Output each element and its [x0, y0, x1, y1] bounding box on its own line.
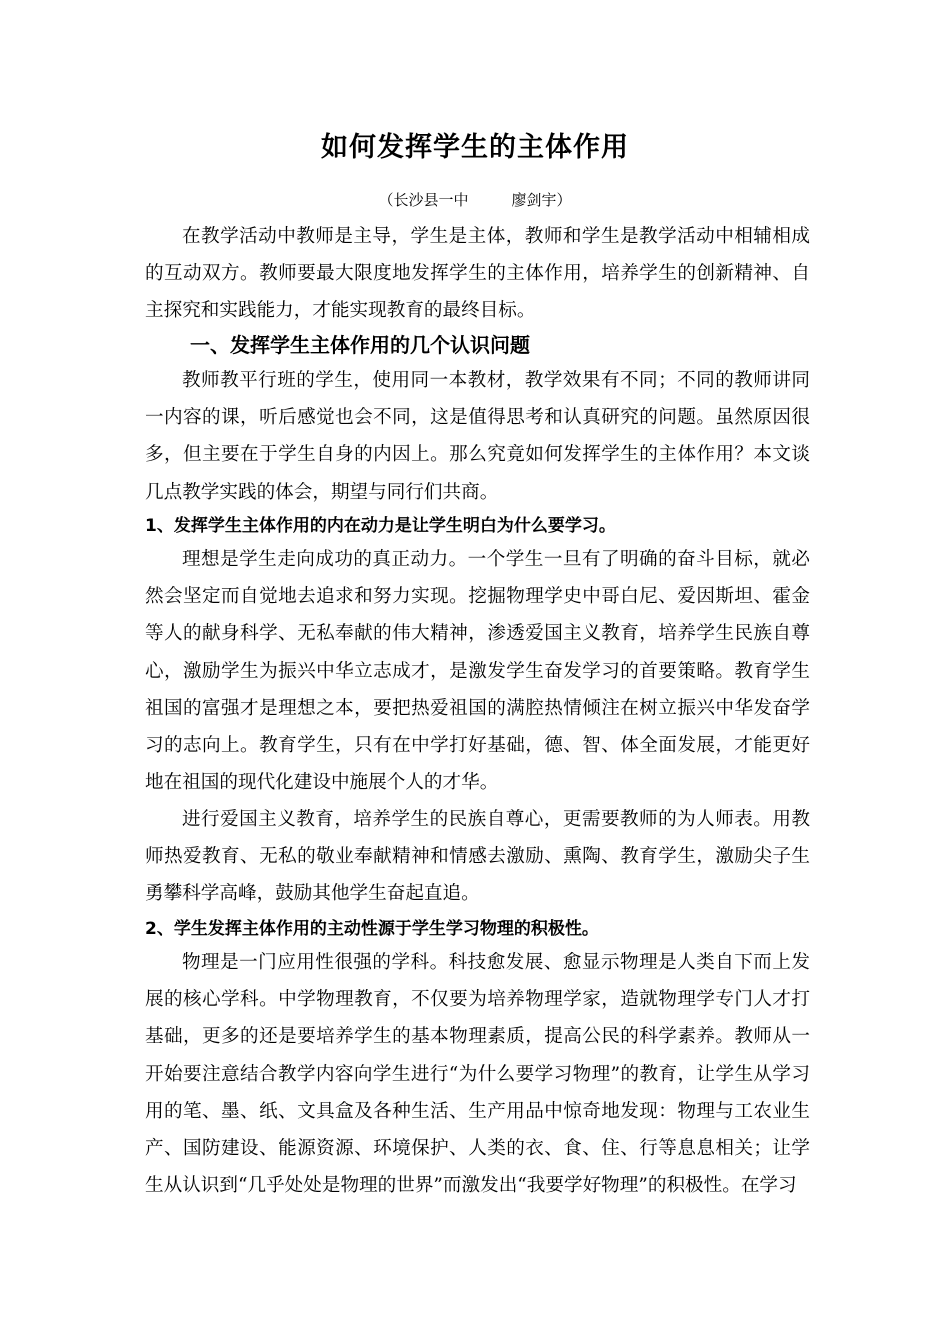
- section1-paragraph: 教师教平行班的学生，使用同一本教材，教学效果有不同；不同的教师讲同一内容的课，听后感觉也会不同，这是值得思考和认真研究的问题。虽然原因很多，但主要在于学生自身的内因上。那么究竟如何发挥学生的主体作用？本文谈几点教学实践的体会，期望与同行们共商。: [145, 370, 810, 503]
- intro-paragraph: 在教学活动中教师是主导，学生是主体，教师和学生是教学活动中相辅相成的互动双方。教师要最大限度地发挥学生的主体作用，培养学生的创新精神、自主探究和实践能力，才能实现教育的最终目标。: [145, 226, 810, 322]
- point-heading-1: 1、发挥学生主体作用的内在动力是让学生明白为什么要学习。: [145, 516, 616, 536]
- point-heading-2: 2、学生发挥主体作用的主动性源于学生学习物理的积极性。: [145, 919, 599, 939]
- section-heading-1: 一、发挥学生主体作用的几个认识问题: [190, 333, 530, 357]
- point1-paragraph-2: 进行爱国主义教育，培养学生的民族自尊心，更需要教师的为人师表。用教师热爱教育、无私的敬业奉献精神和情感去激励、熏陶、教育学生，激励尖子生勇攀科学高峰，鼓励其他学生奋起直追。: [145, 809, 810, 905]
- author-byline: （长沙县一中 廖剑宇）: [378, 191, 572, 209]
- point2-paragraph-1: 物理是一门应用性很强的学科。科技愈发展、愈显示物理是人类自下而上发展的核心学科。中学物理教育，不仅要为培养物理学家，造就物理学专门人才打基础，更多的还是要培养学生的基本物理素质，提高公民的科学素养。教师从一开始要注意结合教学内容向学生进行“为什么要学习物理”的教育，让学生从学习用的笔、墨、纸、文具盒及各种生活、生产用品中惊奇地发现：物理与工农业生产、国防建设、能源资源、环境保护、人类的衣、食、住、行等息息相关；让学生从认识到“几乎处处是物理的世界”而激发出“我要学好物理”的积极性。在学习: [145, 952, 810, 1197]
- document-title: 如何发挥学生的主体作用: [321, 132, 629, 163]
- point1-paragraph-1: 理想是学生走向成功的真正动力。一个学生一旦有了明确的奋斗目标，就必然会坚定而自觉地去追求和努力实现。挖掘物理学史中哥白尼、爱因斯坦、霍金等人的献身科学、无私奉献的伟大精神，渗透爱国主义教育，培养学生民族自尊心，激励学生为振兴中华立志成才，是激发学生奋发学习的首要策略。教育学生祖国的富强才是理想之本，要把热爱祖国的满腔热情倾注在树立振兴中华发奋学习的志向上。教育学生，只有在中学打好基础，德、智、体全面发展，才能更好地在祖国的现代化建设中施展个人的才华。: [145, 549, 810, 794]
